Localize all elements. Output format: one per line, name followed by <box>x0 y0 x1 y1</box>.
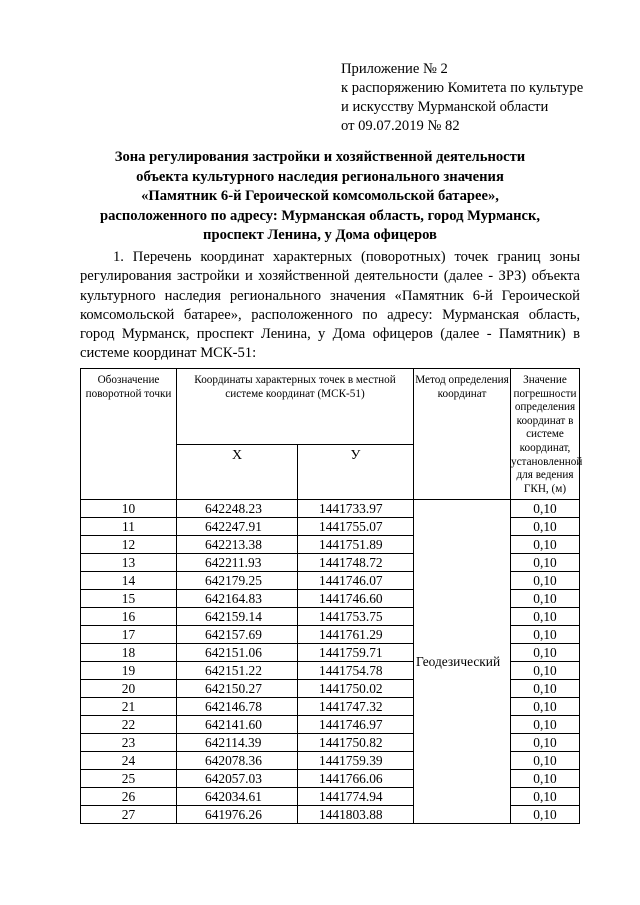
x-cell: 642150.27 <box>177 680 298 698</box>
point-cell: 23 <box>81 734 177 752</box>
y-cell: 1441754.78 <box>298 662 414 680</box>
title-line: «Памятник 6-й Героической комсомольской батарее», <box>141 188 499 205</box>
header-error: Значение погрешности определения координат в системе координат, установленной для ведения ГКН, (м) <box>511 369 580 500</box>
x-cell: 642211.93 <box>177 554 298 572</box>
x-cell: 642159.14 <box>177 608 298 626</box>
error-cell: 0,10 <box>511 662 580 680</box>
x-cell: 642078.36 <box>177 752 298 770</box>
method-cell: Геодезический <box>414 500 511 824</box>
table-body <box>81 500 580 824</box>
y-cell: 1441747.32 <box>298 698 414 716</box>
y-cell: 1441751.89 <box>298 536 414 554</box>
point-cell: 15 <box>81 590 177 608</box>
x-cell: 642164.83 <box>177 590 298 608</box>
title-line: объекта культурного наследия регионального значения <box>136 168 504 185</box>
point-cell: 21 <box>81 698 177 716</box>
intro-paragraph: 1. Перечень координат характерных (поворотных) точек границ зоны регулирования застройки и хозяйственной деятельности (далее - ЗРЗ) объекта культурного наследия регионального значения «Памятник 6-й Героической комсомольской батарее», расположенного по адресу: Мурманская область, город Мурманск, проспект Ленина, у Дома офицеров (далее - Памятник) в системе координат МСК-51: <box>80 249 580 362</box>
y-cell: 1441774.94 <box>298 788 414 806</box>
point-cell: 27 <box>81 806 177 824</box>
table-row <box>81 500 580 518</box>
x-cell: 642151.06 <box>177 644 298 662</box>
x-cell: 642141.60 <box>177 716 298 734</box>
x-cell: 642157.69 <box>177 626 298 644</box>
point-cell: 19 <box>81 662 177 680</box>
appendix-line: от 09.07.2019 № 82 <box>341 118 460 134</box>
error-cell: 0,10 <box>511 644 580 662</box>
point-cell: 26 <box>81 788 177 806</box>
appendix-line: и искусству Мурманской области <box>341 99 549 115</box>
coordinates-table <box>80 368 583 824</box>
x-cell: 642146.78 <box>177 698 298 716</box>
y-cell: 1441803.88 <box>298 806 414 824</box>
error-cell: 0,10 <box>511 590 580 608</box>
y-cell: 1441759.71 <box>298 644 414 662</box>
point-cell: 25 <box>81 770 177 788</box>
header-x: X <box>177 445 298 500</box>
y-cell: 1441746.07 <box>298 572 414 590</box>
y-cell: 1441750.82 <box>298 734 414 752</box>
error-cell: 0,10 <box>511 752 580 770</box>
x-cell: 642151.22 <box>177 662 298 680</box>
error-cell: 0,10 <box>511 788 580 806</box>
y-cell: 1441733.97 <box>298 500 414 518</box>
point-cell: 12 <box>81 536 177 554</box>
header-method: Метод определения координат <box>414 369 511 500</box>
x-cell: 642114.39 <box>177 734 298 752</box>
error-cell: 0,10 <box>511 770 580 788</box>
title-line: расположенного по адресу: Мурманская область, город Мурманск, <box>99 207 541 224</box>
appendix-line: к распоряжению Комитета по культуре <box>341 80 584 96</box>
point-cell: 18 <box>81 644 177 662</box>
error-cell: 0,10 <box>511 518 580 536</box>
header-point: Обозначение поворотной точки <box>81 369 177 500</box>
error-cell: 0,10 <box>511 626 580 644</box>
point-cell: 11 <box>81 518 177 536</box>
x-cell: 642213.38 <box>177 536 298 554</box>
header-y: У <box>298 445 414 500</box>
error-cell: 0,10 <box>511 608 580 626</box>
x-cell: 642034.61 <box>177 788 298 806</box>
title-line: Зона регулирования застройки и хозяйственной деятельности <box>114 149 526 165</box>
point-cell: 24 <box>81 752 177 770</box>
error-cell: 0,10 <box>511 500 580 518</box>
y-cell: 1441750.02 <box>298 680 414 698</box>
error-cell: 0,10 <box>511 554 580 572</box>
point-cell: 16 <box>81 608 177 626</box>
point-cell: 20 <box>81 680 177 698</box>
x-cell: 642247.91 <box>177 518 298 536</box>
error-cell: 0,10 <box>511 806 580 824</box>
y-cell: 1441755.07 <box>298 518 414 536</box>
error-cell: 0,10 <box>511 572 580 590</box>
x-cell: 642057.03 <box>177 770 298 788</box>
error-cell: 0,10 <box>511 734 580 752</box>
error-cell: 0,10 <box>511 680 580 698</box>
header-coordinates: Координаты характерных точек в местной системе координат (МСК-51) <box>177 369 414 445</box>
point-cell: 10 <box>81 500 177 518</box>
error-cell: 0,10 <box>511 698 580 716</box>
y-cell: 1441746.60 <box>298 590 414 608</box>
point-cell: 17 <box>81 626 177 644</box>
error-cell: 0,10 <box>511 716 580 734</box>
y-cell: 1441759.39 <box>298 752 414 770</box>
y-cell: 1441761.29 <box>298 626 414 644</box>
error-cell: 0,10 <box>511 536 580 554</box>
y-cell: 1441746.97 <box>298 716 414 734</box>
y-cell: 1441766.06 <box>298 770 414 788</box>
document-title <box>60 148 580 246</box>
x-cell: 642179.25 <box>177 572 298 590</box>
y-cell: 1441753.75 <box>298 608 414 626</box>
appendix-line: Приложение № 2 <box>341 61 448 77</box>
point-cell: 14 <box>81 572 177 590</box>
point-cell: 22 <box>81 716 177 734</box>
title-line: проспект Ленина, у Дома офицеров <box>203 227 437 244</box>
appendix-reference <box>341 60 631 136</box>
x-cell: 642248.23 <box>177 500 298 518</box>
x-cell: 641976.26 <box>177 806 298 824</box>
point-cell: 13 <box>81 554 177 572</box>
y-cell: 1441748.72 <box>298 554 414 572</box>
